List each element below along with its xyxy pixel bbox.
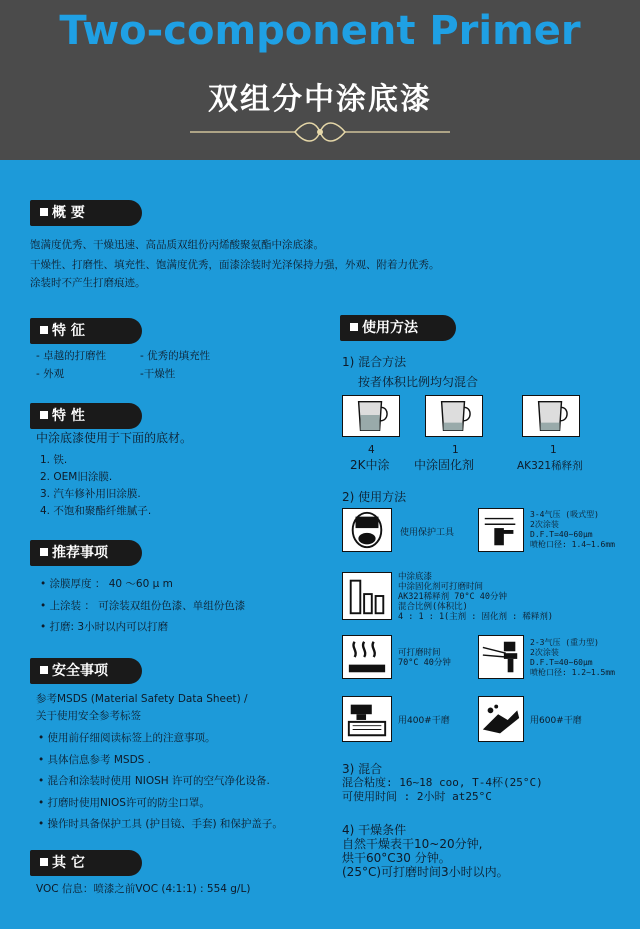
safety-item: • 操作时具备保护工具 (护目镜、手套) 和保护盖子。: [38, 818, 283, 830]
spray-spec-line: 3-4气压 (吸式型): [530, 510, 599, 519]
dry-conditions-line: 自然干燥表干10~20分钟,: [342, 837, 483, 851]
feature-item: - 外观: [36, 368, 65, 380]
mix-spec-line: 混合比例(体积比): [398, 602, 468, 612]
properties-intro: 中涂底漆使用于下面的底材。: [36, 431, 193, 445]
recommend-item: • 涂膜厚度 ： 40 ～60 μ m: [40, 578, 173, 590]
overview-line: 饱满度优秀、干燥迅速、高品质双组份丙烯酸聚氨酯中涂底漆。: [30, 239, 324, 251]
dry-conditions-title: 4) 干燥条件: [342, 823, 407, 837]
section-properties-heading: 特 性: [30, 403, 142, 429]
bar-chart-icon: [342, 572, 392, 620]
dry-conditions-line: (25°C)可打磨时间3小时以内。: [342, 865, 509, 879]
section-features-heading: 特 征: [30, 318, 142, 344]
safety-item: • 混合和涂装时使用 NIOSH 许可的空气净化设备.: [38, 775, 270, 787]
cup-label: 2K中涂: [350, 458, 390, 472]
mix-spec-line: 中涂固化剂可打磨时间: [398, 582, 484, 592]
cup-label: 中涂固化剂: [414, 458, 475, 472]
cup-ratio: 1: [550, 444, 557, 456]
cup-label: AK321稀释剂: [517, 460, 583, 472]
section-safety-heading: 安全事项: [30, 658, 142, 684]
spray-spec-line: D.F.T=40~60μm: [530, 530, 593, 539]
safety-intro: 参考MSDS (Material Safety Data Sheet) /: [36, 693, 248, 705]
title-english: Two-component Primer: [59, 8, 581, 54]
spray-gun-icon: [478, 508, 524, 552]
cup-ratio: 1: [452, 444, 459, 456]
face-mask-icon: [342, 508, 392, 552]
heat-dry-icon: [342, 635, 392, 679]
recommend-item: • 上涂装 ： 可涂装双组份色漆、单组份色漆: [40, 600, 246, 612]
section-overview-heading: 概 要: [30, 200, 142, 226]
spray2-spec-line: D.F.T=40~60μm: [530, 658, 593, 667]
sanding-block-icon: [342, 696, 392, 742]
section-recommend-heading: 推荐事项: [30, 540, 142, 566]
mix-spec-line: 4 : 1 : 1(主剂 : 固化剂 : 稀释剂): [398, 612, 553, 622]
step-protect: 使用保护工具: [400, 528, 455, 538]
substrate-item: 2. OEM旧涂膜.: [40, 471, 113, 483]
measuring-cup-icon: [522, 395, 580, 437]
spray2-spec-line: 喷枪口径: 1.2~1.5mm: [530, 668, 615, 677]
mix-spec-line: AK321稀释剂 70°C 40分钟: [398, 592, 508, 602]
dry-conditions-line: 烘干60°C30 分钟。: [342, 851, 451, 865]
feature-item: - 优秀的填充性: [140, 350, 211, 362]
dry-spec-line: 可打磨时间: [398, 648, 441, 658]
ornament-divider: [190, 120, 450, 144]
spray-spec-line: 2次涂装: [530, 520, 559, 529]
safety-item: • 打磨时使用NIOS许可的防尘口罩。: [38, 797, 210, 809]
cup-ratio: 4: [368, 444, 375, 456]
title-chinese: 双组分中涂底漆: [208, 82, 432, 117]
dry-spec-line: 70°C 40分钟: [398, 658, 451, 668]
overview-line: 涂装时不产生打磨痕迹。: [30, 277, 146, 289]
measuring-cup-icon: [425, 395, 483, 437]
safety-intro: 关于使用安全参考标签: [36, 710, 141, 722]
safety-item: • 使用前仔细阅读标签上的注意事项。: [38, 732, 216, 744]
substrate-item: 1. 铁.: [40, 454, 68, 466]
gravity-spray-icon: [478, 635, 524, 679]
feature-item: - 卓越的打磨性: [36, 350, 107, 362]
viscosity-title: 3) 混合: [342, 762, 383, 776]
section-other-heading: 其 它: [30, 850, 142, 876]
viscosity-line: 混合粘度: 16~18 coo, T-4杯(25°C): [342, 776, 543, 789]
overview-line: 干燥性、打磨性、填充性、饱满度优秀，面漆涂装时光泽保持力强，外观、附着力优秀。: [30, 259, 440, 271]
spray-spec-line: 喷枪口径: 1.4~1.6mm: [530, 540, 615, 549]
mix-method-subtitle: 按者体积比例均匀混合: [358, 375, 479, 389]
voc-info: VOC 信息：喷漆之前VOC (4:1:1) : 554 g/L): [36, 883, 251, 895]
viscosity-line: 可使用时间 : 2小时 at25°C: [342, 790, 492, 803]
measuring-cup-icon: [342, 395, 400, 437]
mix-spec-line: 中涂底漆: [398, 572, 433, 582]
safety-item: • 具体信息参考 MSDS .: [38, 754, 152, 766]
spray2-spec-line: 2-3气压 (重力型): [530, 638, 599, 647]
use-method-title: 2) 使用方法: [342, 490, 407, 504]
substrate-item: 3. 汽车修补用旧涂膜.: [40, 488, 141, 500]
recommend-item: • 打磨: 3小时以内可以打磨: [40, 621, 169, 633]
section-usage-heading: 使用方法: [340, 315, 456, 341]
feature-item: -干燥性: [140, 368, 176, 380]
mix-method-title: 1) 混合方法: [342, 355, 407, 369]
spray2-spec-line: 2次涂装: [530, 648, 559, 657]
step-sand-600: 用600#干磨: [530, 716, 582, 726]
hand-sanding-icon: [478, 696, 524, 742]
substrate-item: 4. 不饱和聚酯纤维腻子.: [40, 505, 152, 517]
step-sand-400: 用400#干磨: [398, 716, 450, 726]
